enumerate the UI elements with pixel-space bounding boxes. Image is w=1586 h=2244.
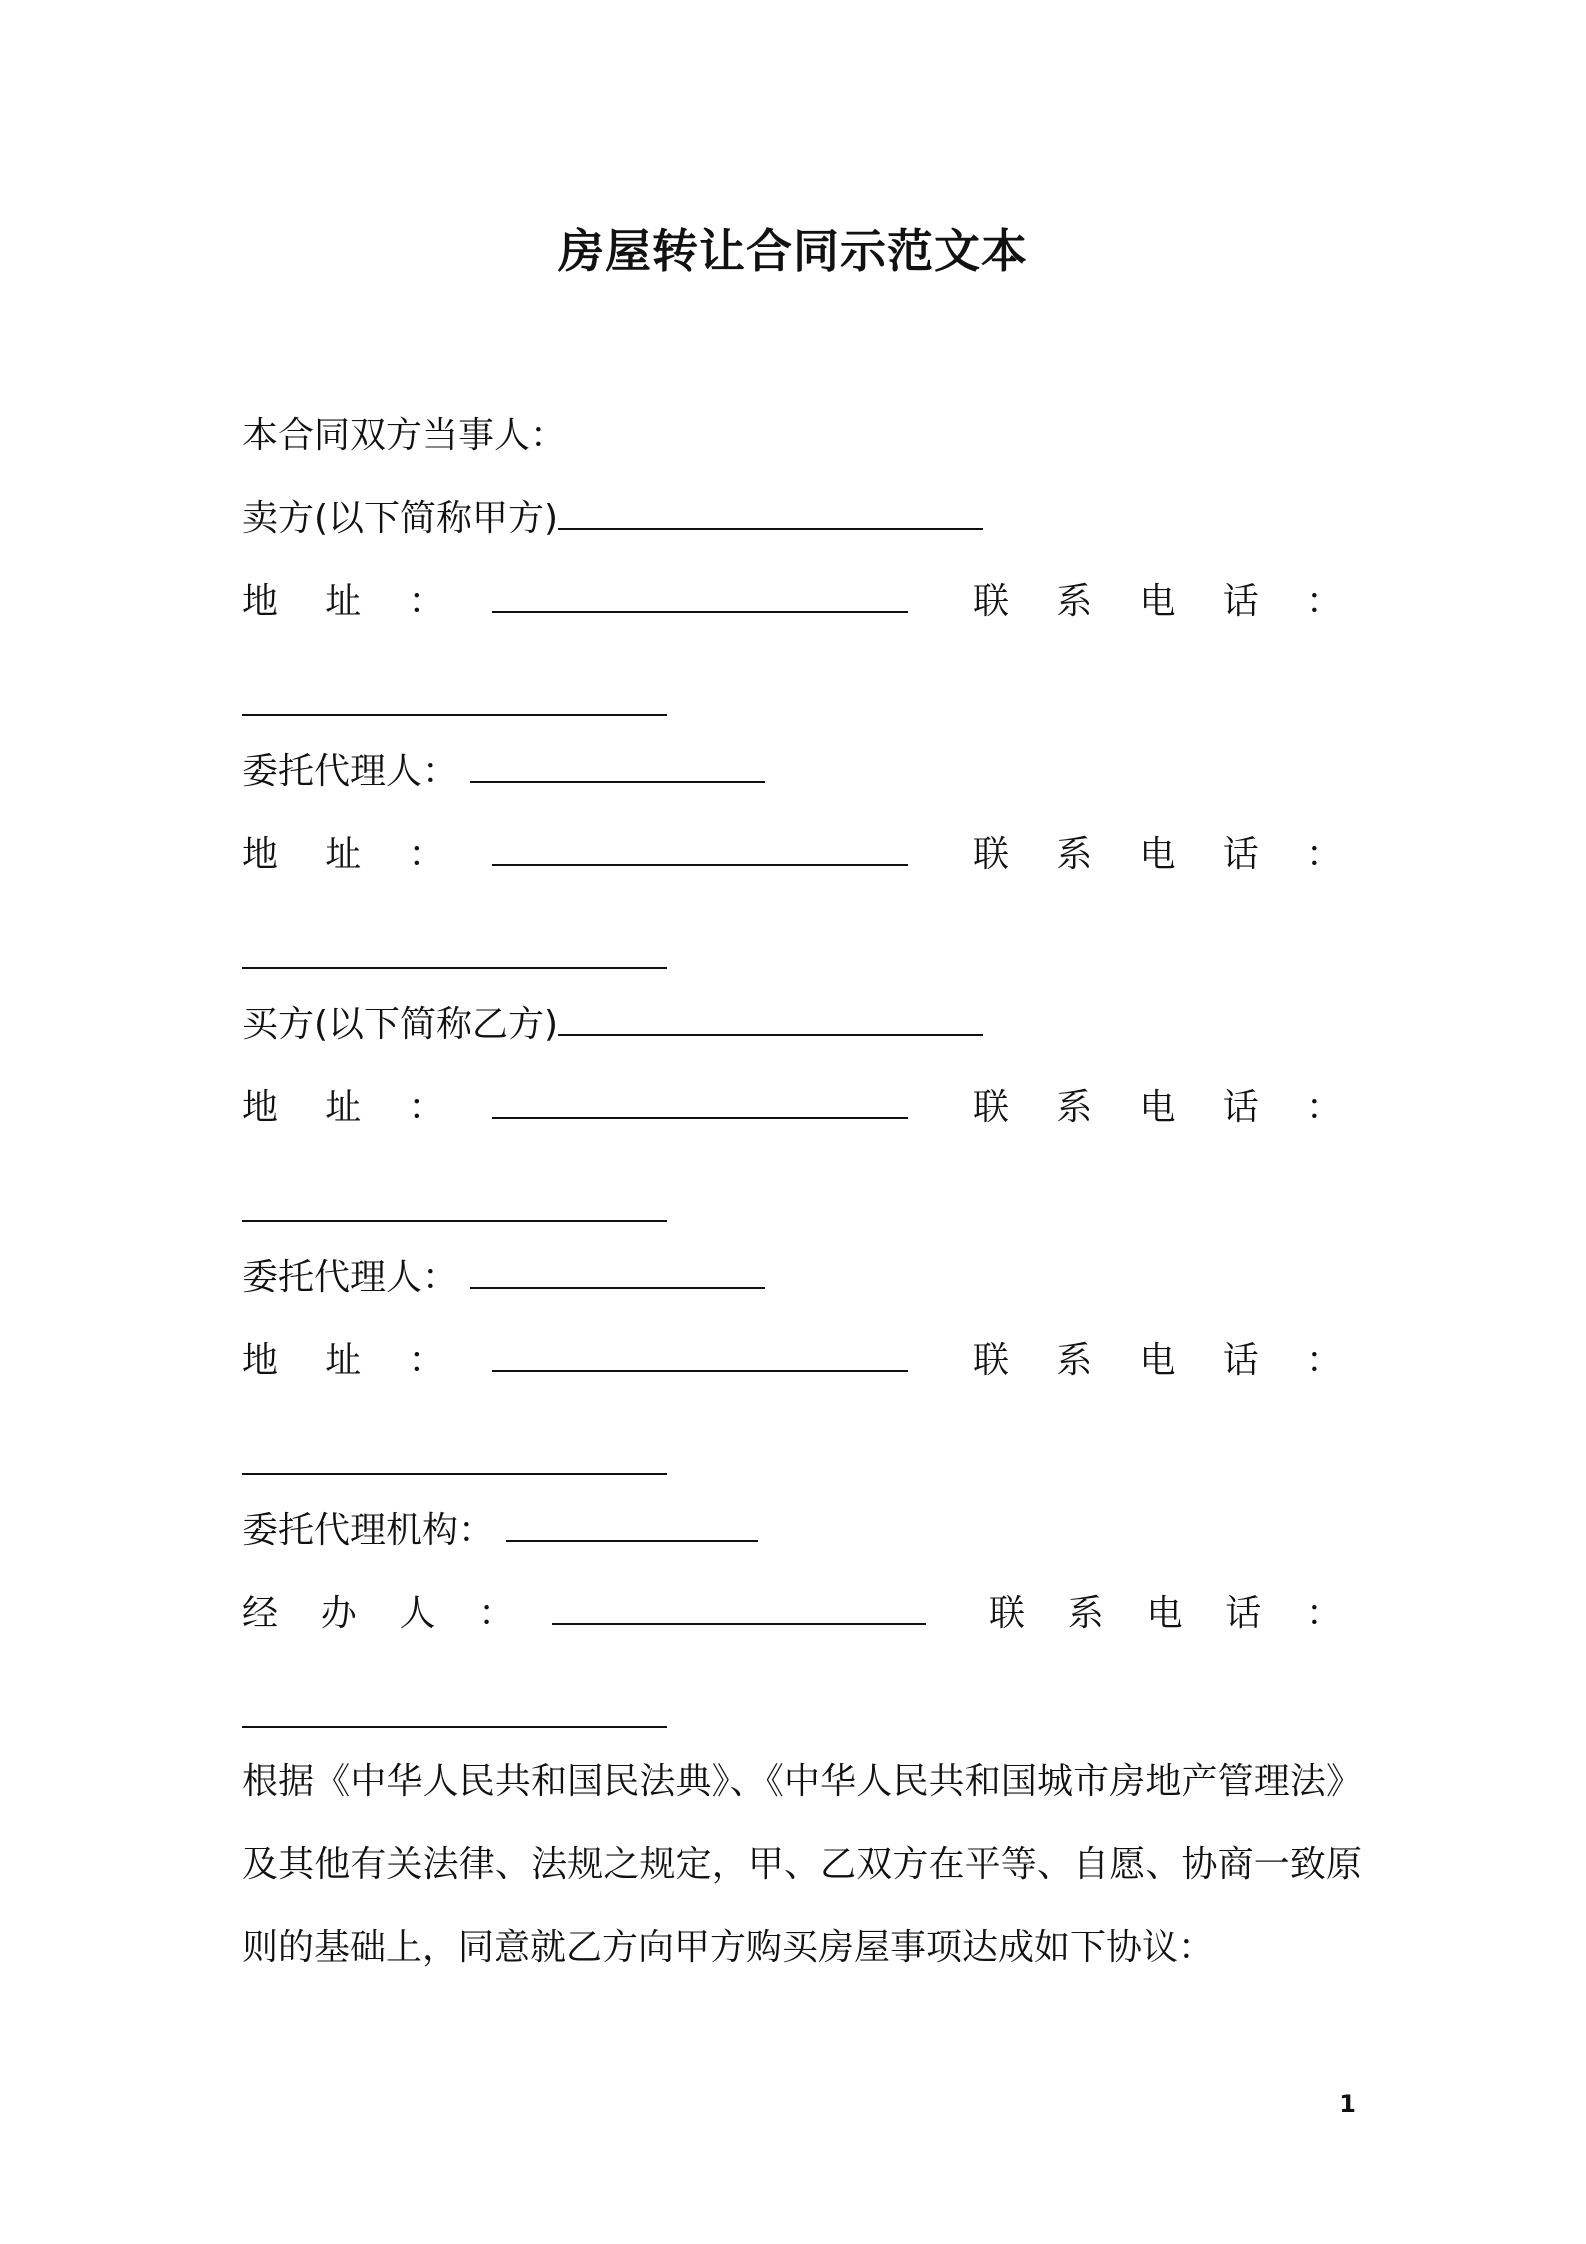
phone-char-1: 联 <box>973 834 1010 875</box>
buyer-agent-blank[interactable] <box>470 1257 765 1289</box>
seller-agent-phone-blank[interactable] <box>242 967 667 969</box>
phone-char-5: ： <box>1306 1087 1343 1128</box>
address-char-1: 地 <box>242 581 279 622</box>
phone-char-4: 话 <box>1225 1593 1262 1634</box>
phone-char-5: ： <box>1306 581 1343 622</box>
body-paragraph: 根据《中华人民共和国民法典》、《中华人民共和国城市房地产管理法》及其他有关法律、法规之规定，甲、乙双方在平等、自愿、协商一致原则的基础上，同意就乙方向甲方购买房屋事项达成如下协议： <box>242 1761 1362 1968</box>
buyer-agent-line <box>242 1254 765 1302</box>
phone-char-1: 联 <box>973 1087 1010 1128</box>
buyer-agent-address-blank[interactable] <box>492 1340 908 1372</box>
address-char-1: 地 <box>242 834 279 875</box>
seller-agent-blank[interactable] <box>470 751 765 783</box>
phone-char-2: 系 <box>1056 834 1093 875</box>
phone-char-3: 电 <box>1139 1340 1176 1381</box>
address-char-2: 址 <box>325 1087 362 1128</box>
phone-char-5: ： <box>1305 1593 1342 1634</box>
address-char-2: 址 <box>325 581 362 622</box>
seller-address-blank[interactable] <box>492 581 908 613</box>
parties-intro: 本合同双方当事人： <box>242 415 567 456</box>
phone-char-1: 联 <box>989 1593 1026 1634</box>
seller-agent-address-blank[interactable] <box>492 834 908 866</box>
phone-char-4: 话 <box>1222 581 1259 622</box>
address-char-2: 址 <box>325 1340 362 1381</box>
phone-char-2: 系 <box>1056 1087 1093 1128</box>
seller-agent-line <box>242 748 765 796</box>
address-char-1: 地 <box>242 1340 279 1381</box>
seller-line <box>242 495 983 543</box>
address-char-2: 址 <box>325 834 362 875</box>
phone-char-2: 系 <box>1056 1340 1093 1381</box>
document-title: 房屋转让合同示范文本 <box>558 224 1028 278</box>
phone-char-5: ： <box>1306 834 1343 875</box>
buyer-label: 买方(以下简称乙方) <box>242 1004 559 1045</box>
agency-line <box>242 1507 758 1555</box>
buyer-address-row <box>242 1084 1342 1132</box>
seller-phone-blank[interactable] <box>242 714 667 716</box>
buyer-address-blank[interactable] <box>492 1087 908 1119</box>
buyer-agent-address-row <box>242 1337 1342 1385</box>
handler-row <box>242 1590 1342 1638</box>
phone-char-1: 联 <box>973 581 1010 622</box>
seller-agent-address-row <box>242 831 1342 879</box>
phone-char-2: 系 <box>1056 581 1093 622</box>
handler-blank[interactable] <box>552 1593 926 1625</box>
handler-char-1: 经 <box>242 1593 279 1634</box>
address-char-1: 地 <box>242 1087 279 1128</box>
phone-char-2: 系 <box>1067 1593 1104 1634</box>
phone-char-3: 电 <box>1146 1593 1183 1634</box>
seller-blank[interactable] <box>558 498 983 530</box>
phone-char-3: 电 <box>1139 581 1176 622</box>
buyer-agent-phone-blank[interactable] <box>242 1473 667 1475</box>
agency-blank[interactable] <box>506 1510 758 1542</box>
buyer-line <box>242 1001 983 1049</box>
agency-label: 委托代理机构： <box>242 1510 495 1551</box>
phone-char-3: 电 <box>1139 834 1176 875</box>
seller-address-row <box>242 578 1342 626</box>
address-char-3: ： <box>408 834 445 875</box>
handler-char-4: ： <box>478 1593 515 1634</box>
handler-phone-blank[interactable] <box>242 1726 667 1728</box>
phone-char-5: ： <box>1306 1340 1343 1381</box>
address-char-3: ： <box>408 1087 445 1128</box>
phone-char-3: 电 <box>1139 1087 1176 1128</box>
phone-char-1: 联 <box>973 1340 1010 1381</box>
seller-label: 卖方(以下简称甲方) <box>242 498 559 539</box>
phone-char-4: 话 <box>1222 1340 1259 1381</box>
buyer-agent-label: 委托代理人： <box>242 1257 459 1298</box>
seller-agent-label: 委托代理人： <box>242 751 459 792</box>
buyer-blank[interactable] <box>558 1004 983 1036</box>
page-number: 1 <box>1339 2090 1356 2118</box>
phone-char-4: 话 <box>1222 834 1259 875</box>
address-char-3: ： <box>408 581 445 622</box>
handler-char-2: 办 <box>320 1593 357 1634</box>
buyer-phone-blank[interactable] <box>242 1220 667 1222</box>
address-char-3: ： <box>408 1340 445 1381</box>
phone-char-4: 话 <box>1222 1087 1259 1128</box>
handler-char-3: 人 <box>399 1593 436 1634</box>
